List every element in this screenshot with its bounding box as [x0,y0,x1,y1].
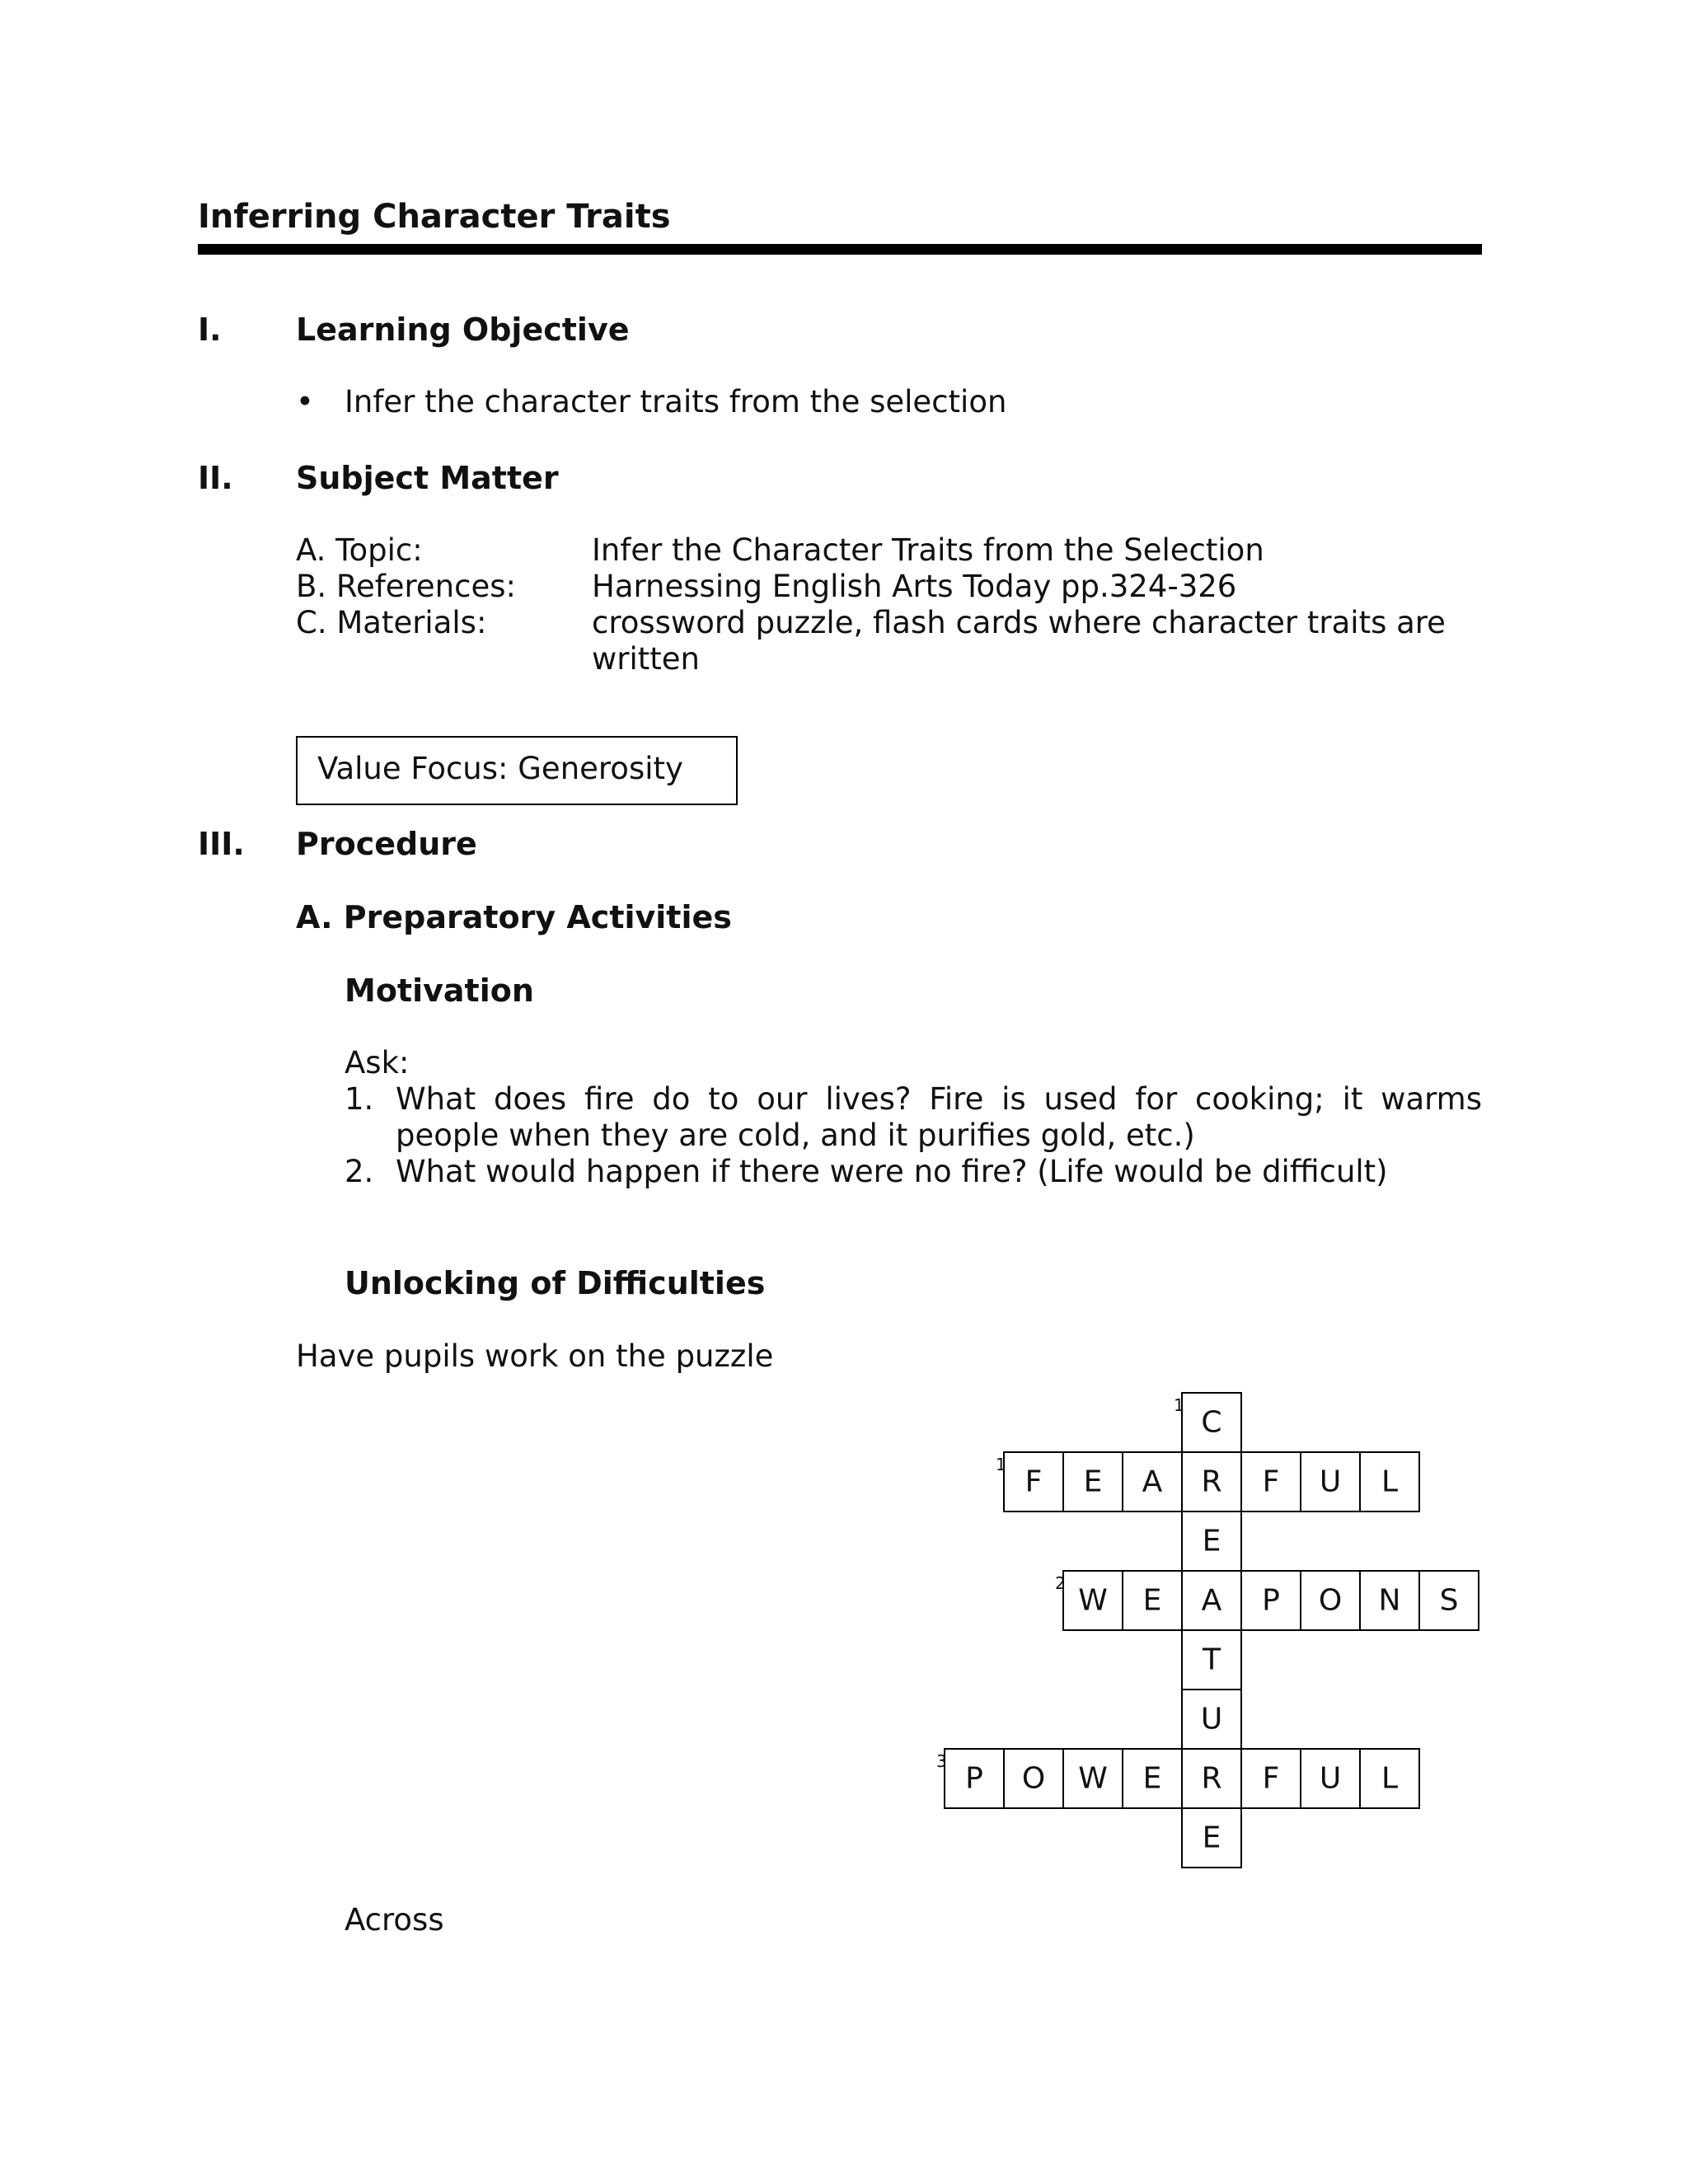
crossword-letter: C [1201,1405,1222,1440]
bullet-icon: • [296,384,314,419]
crossword-letter: S [1439,1583,1459,1618]
crossword-clue-number: 2 [1055,1573,1066,1593]
question-2-line-1: What would happen if there were no fire? (Life would be difficult) [396,1154,1388,1189]
crossword-letter: A [1201,1583,1222,1618]
section-i-numeral: I. [198,312,222,348]
crossword-puzzle [907,1393,1500,1887]
motivation-heading: Motivation [345,972,534,1009]
crossword-letter: F [1025,1465,1043,1499]
crossword-letter: E [1142,1761,1162,1796]
crossword-letter: U [1319,1761,1342,1796]
crossword-letter: P [965,1761,983,1796]
crossword-letter: E [1202,1524,1221,1558]
crossword-letter: W [1078,1761,1108,1796]
unlocking-difficulties-heading: Unlocking of Difficulties [345,1265,766,1301]
question-1-line-1: What does fire do to our lives? Fire is used for cooking; it warms [396,1081,1482,1117]
section-ii-heading: Subject Matter [296,460,559,496]
section-iii-heading: Procedure [296,826,477,862]
crossword-clue-number: 1 [996,1455,1006,1474]
subject-materials-value: crossword puzzle, flash cards where character traits are [592,605,1446,640]
value-focus-box [296,736,738,805]
section-iii-numeral: III. [198,826,245,862]
objective-bullet-text: Infer the character traits from the selection [345,384,1007,419]
across-label: Across [345,1902,444,1938]
crossword-letter: U [1319,1465,1342,1499]
question-1-line-2: people when they are cold, and it purifies gold, etc.) [396,1118,1195,1153]
section-ii-numeral: II. [198,460,233,496]
subject-materials-value-cont: written [592,641,700,677]
crossword-clue-number: 3 [936,1751,947,1771]
crossword-letter: A [1142,1465,1163,1499]
crossword-letter: E [1142,1583,1162,1618]
crossword-clue-number: 1 [1174,1395,1184,1415]
subject-references-value: Harnessing English Arts Today pp.324-326 [592,569,1237,604]
crossword-letter: F [1262,1465,1280,1499]
crossword-letter: O [1021,1761,1046,1796]
crossword-letter: R [1201,1761,1222,1796]
crossword-letter: O [1318,1583,1343,1618]
crossword-letter: N [1378,1583,1401,1618]
title-rule [198,244,1482,255]
subject-topic-value: Infer the Character Traits from the Selection [592,532,1264,568]
value-focus-text: Value Focus: Generosity [317,751,683,786]
crossword-letter: E [1202,1821,1221,1855]
crossword-letter: R [1201,1465,1222,1499]
question-1-number: 1. [345,1081,374,1117]
subject-references-label: B. References: [296,569,516,604]
question-2-number: 2. [345,1154,374,1189]
crossword-letter: T [1203,1643,1221,1677]
crossword-letter: P [1262,1583,1280,1618]
crossword-letter: L [1381,1761,1399,1796]
crossword-letter: L [1381,1465,1399,1499]
subject-materials-label: C. Materials: [296,605,487,640]
subject-topic-label: A. Topic: [296,532,423,568]
preparatory-activities-heading: A. Preparatory Activities [296,899,732,935]
crossword-letter: E [1083,1465,1103,1499]
crossword-letter: W [1078,1583,1108,1618]
crossword-letter: U [1200,1702,1223,1736]
puzzle-instruction: Have pupils work on the puzzle [296,1338,774,1374]
ask-label: Ask: [345,1045,410,1080]
section-i-heading: Learning Objective [296,312,630,348]
page-title: Inferring Character Traits [198,198,671,236]
crossword-letter: F [1262,1761,1280,1796]
